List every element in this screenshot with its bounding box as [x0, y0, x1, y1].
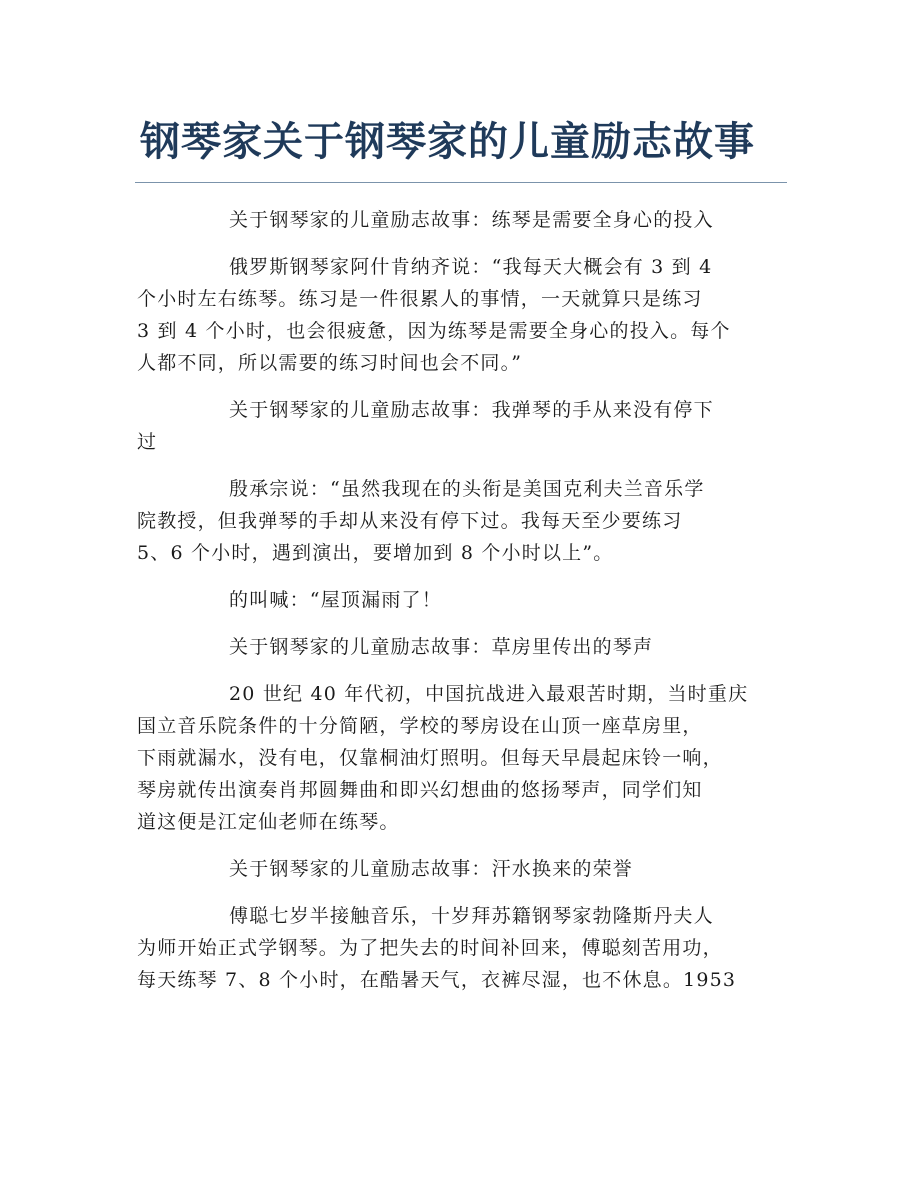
paragraph — [137, 473, 787, 569]
text-line: 殷承宗说：“虽然我现在的头衔是美国克利夫兰音乐学 — [229, 478, 705, 500]
paragraph-heading-2 — [137, 394, 787, 458]
paragraph — [137, 678, 787, 838]
text-line: 的叫喊：“屋顶漏雨了！ — [229, 589, 442, 611]
paragraph-heading-4 — [137, 853, 787, 885]
text-line: 关于钢琴家的儿童励志故事：我弹琴的手从来没有停下 — [229, 399, 714, 421]
paragraph-heading-1 — [137, 204, 787, 236]
text-line: 下雨就漏水，没有电，仅靠桐油灯照明。但每天早晨起床铃一响， — [137, 747, 723, 769]
text-line: 每天练琴 7、8 个小时，在酷暑天气，衣裤尽湿，也不休息。1953 — [137, 969, 737, 991]
text-line: 关于钢琴家的儿童励志故事：草房里传出的琴声 — [229, 636, 654, 658]
title-divider — [135, 182, 787, 183]
paragraph-heading-3 — [137, 631, 787, 663]
text-line: 20 世纪 40 年代初，中国抗战进入最艰苦时期，当时重庆 — [229, 683, 749, 705]
text-line: 3 到 4 个小时，也会很疲惫，因为练琴是需要全身心的投入。每个 — [137, 320, 731, 342]
text-line: 为师开始正式学钢琴。为了把失去的时间补回来，傅聪刻苦用功， — [137, 937, 723, 959]
text-line: 院教授，但我弹琴的手却从来没有停下过。我每天至少要练习 — [137, 510, 683, 532]
text-line: 俄罗斯钢琴家阿什肯纳齐说：“我每天大概会有 3 到 4 — [229, 256, 713, 278]
text-line: 傅聪七岁半接触音乐，十岁拜苏籍钢琴家勃隆斯丹夫人 — [229, 905, 714, 927]
document-title: 钢琴家关于钢琴家的儿童励志故事 — [140, 119, 755, 165]
text-line: 人都不同，所以需要的练习时间也会不同。” — [137, 352, 523, 374]
text-line: 琴房就传出演奏肖邦圆舞曲和即兴幻想曲的悠扬琴声，同学们知 — [137, 779, 703, 801]
text-line: 个小时左右练琴。练习是一件很累人的事情，一天就算只是练习 — [137, 288, 703, 310]
text-line: 过 — [137, 431, 158, 453]
text-line: 道这便是江定仙老师在练琴。 — [137, 811, 400, 833]
paragraph — [137, 584, 787, 616]
paragraph — [137, 900, 787, 996]
text-line: 关于钢琴家的儿童励志故事：练琴是需要全身心的投入 — [229, 209, 714, 231]
text-line: 5、6 个小时，遇到演出，要增加到 8 个小时以上”。 — [137, 542, 614, 564]
text-line: 国立音乐院条件的十分简陋，学校的琴房设在山顶一座草房里， — [137, 715, 703, 737]
paragraph — [137, 251, 787, 379]
document-body — [137, 204, 787, 1011]
text-line: 关于钢琴家的儿童励志故事：汗水换来的荣誉 — [229, 858, 634, 880]
